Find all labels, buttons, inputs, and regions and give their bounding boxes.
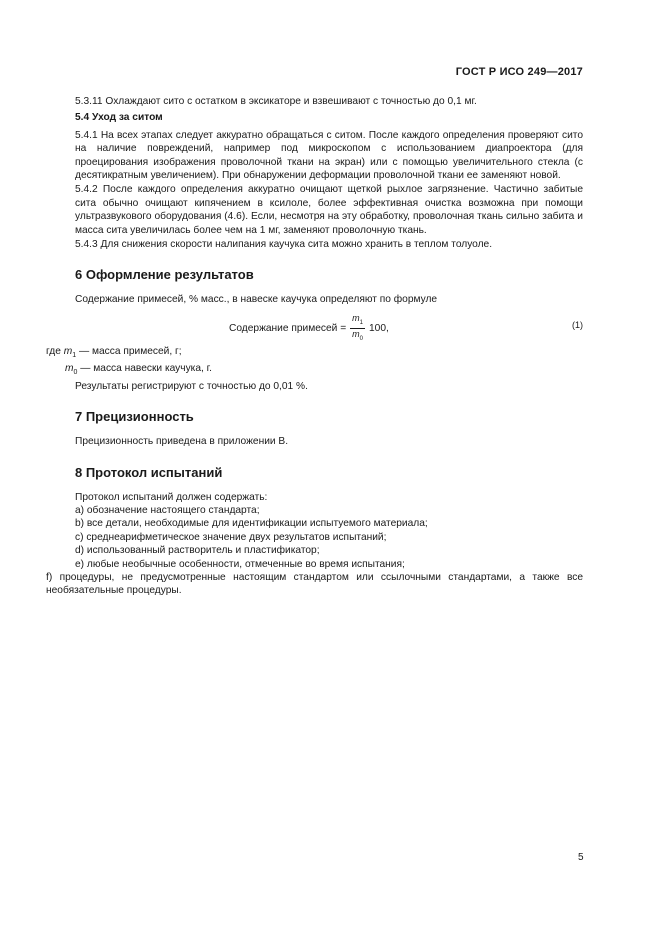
list-item: b) все детали, необходимые для идентификации испытуемого материала; [75, 518, 428, 530]
list-item: d) использованный растворитель и пластификатор; [75, 545, 320, 557]
equation-number: (1) [572, 319, 583, 330]
formula-fraction [350, 313, 365, 345]
standard-header: ГОСТ Р ИСО 249—2017 [455, 66, 583, 78]
formula-numerator: $m_1$ [350, 313, 365, 329]
formula-intro: Содержание примесей, % масс., в навеске каучука определяют по формуле [75, 294, 438, 306]
result-precision-note: Результаты регистрируют с точностью до 0,01 %. [75, 380, 308, 392]
paragraph-5-3-11: 5.3.11 Охлаждают сито с остатком в эксикаторе и взвешивают с точностью до 0,1 мг. [75, 96, 477, 107]
list-item: e) любые необычные особенности, отмеченные во время испытания; [75, 558, 405, 570]
variable-definition-m1: где $m_1$ — масса примесей, г; [46, 345, 182, 359]
list-item: a) обозначение настоящего стандарта; [75, 504, 260, 516]
document-body [46, 95, 583, 598]
page-number: 5 [578, 852, 584, 863]
variable-definitions [46, 345, 583, 393]
precision-text: Прецизионность приведена в приложении В. [75, 436, 289, 448]
paragraph-5-4-3: 5.4.3 Для снижения скорости налипания каучука сита можно хранить в теплом толуоле. [75, 239, 493, 251]
paragraph-5-4-2: 5.4.2 После каждого определения аккуратно очищают щеткой рыхлое загрязнение. Частично забитые сита обычно очищают кипячением в ксилоле, более эффективная очистка возможна при помощи ультразвукового оборудования (4.6). Если, несмотря на эту обработку, проволочная ткань сильно забита и масса сита увеличилась более чем на 1 мг, заменяют проволочную ткань. [75, 184, 583, 236]
section-heading-6: 6 Оформление результатов [75, 267, 254, 283]
formula-denominator: $m_0$ [352, 328, 363, 342]
section-heading-7: 7 Прецизионность [75, 409, 194, 425]
variable-definition-m0: $m_0$ — масса навески каучука, г. [65, 363, 212, 377]
list-item: c) среднеарифметическое значение двух результатов испытаний; [75, 531, 387, 543]
formula-block [75, 311, 583, 342]
formula-rhs: 100, [369, 322, 389, 334]
subsection-title-5-4: 5.4 Уход за ситом [75, 112, 163, 124]
report-intro: Протокол испытаний должен содержать: [75, 491, 268, 503]
list-item: f) процедуры, не предусмотренные настоящим стандартом или ссылочными стандартами, а также все необязательные процедуры. [46, 572, 583, 597]
formula-expression [229, 313, 389, 345]
formula-lhs: Содержание примесей = [229, 322, 347, 334]
section-heading-8: 8 Протокол испытаний [75, 464, 223, 480]
report-contents-list [46, 491, 583, 598]
paragraph-5-4-1: 5.4.1 На всех этапах следует аккуратно обращаться с ситом. После каждого определения проверяют сито на наличие повреждений, например под микроскопом с использованием диапроектора (для проецирования изображения проволочной ткани на экран) или с помощью увеличительного стекла (с десятикратным увеличением). При обнаружении деформации проволочной ткани ее заменяют новой. [75, 129, 583, 182]
